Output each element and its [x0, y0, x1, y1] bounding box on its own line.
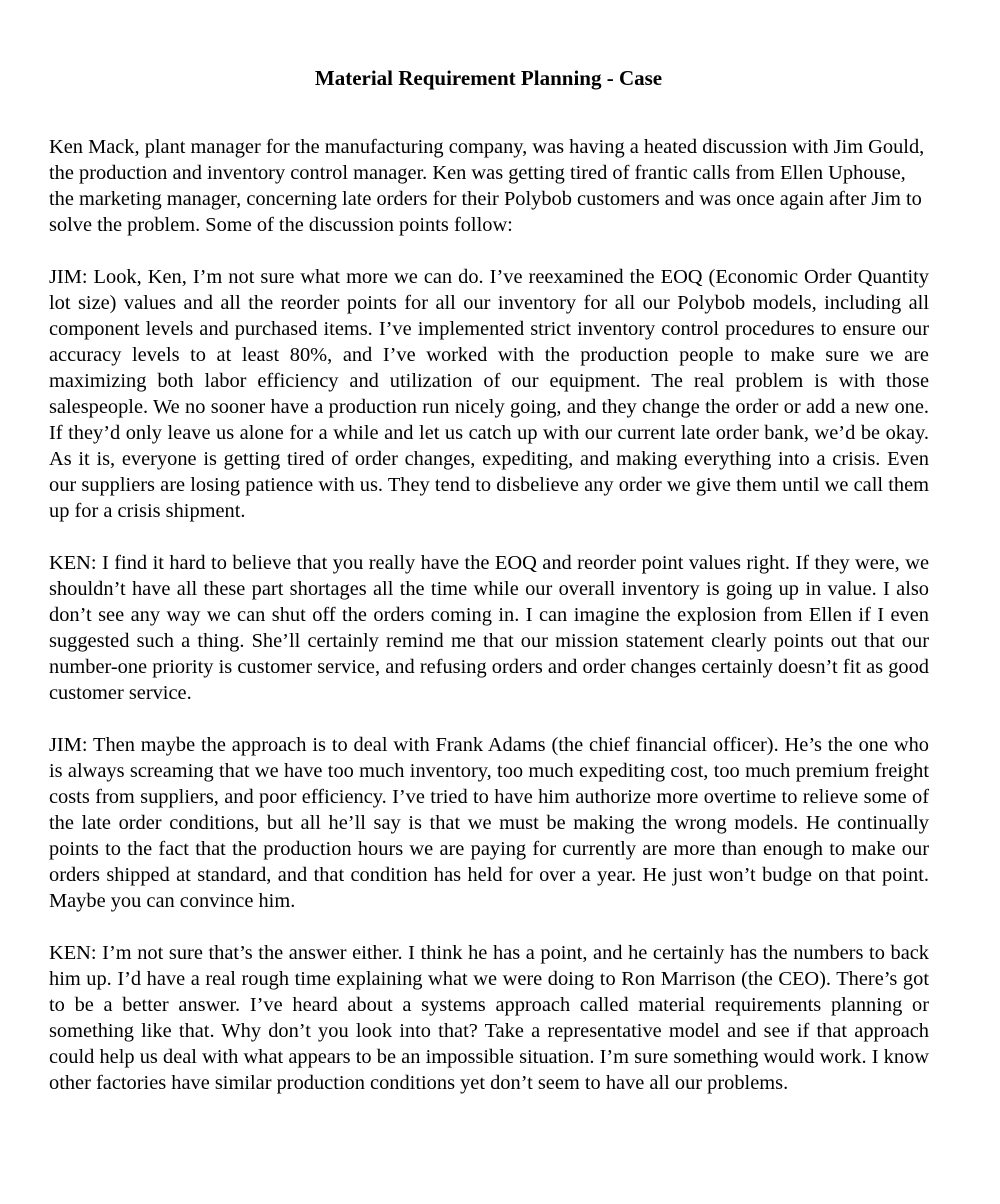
paragraph-jim-2: JIM: Then maybe the approach is to deal with Frank Adams (the chief financial officer). He’s the one who is always screaming that we have too much inventory, too much expediting cost, too much premium freight costs from suppliers, and poor efficiency. I’ve tried to have him authorize more overtime to relieve some of the late order conditions, but all he’ll say is that we must be making the wrong models. He continually points to the fact that the production hours we are paying for currently are more than enough to make our orders shipped at standard, and that condition has held for over a year. He just won’t budge on that point. Maybe you can convince him. [49, 734, 929, 912]
paragraph-intro: Ken Mack, plant manager for the manufacturing company, was having a heated discussion with Jim Gould, the production and inventory control manager. Ken was getting tired of frantic calls from Ellen Uphouse, the marketing manager, concerning late orders for their Polybob customers and was once again after Jim to solve the problem. Some of the discussion points follow: [49, 136, 925, 236]
paragraph-ken-1: KEN: I find it hard to believe that you really have the EOQ and reorder point values right. If they were, we shouldn’t have all these part shortages all the time while our overall inventory is going up in value. I also don’t see any way we can shut off the orders coming in. I can imagine the explosion from Ellen if I even suggested such a thing. She’ll certainly remind me that our mission statement clearly points out that our number-one priority is customer service, and refusing orders and order changes certainly doesn’t fit as good customer service. [49, 552, 929, 704]
paragraph-ken-2: KEN: I’m not sure that’s the answer either. I think he has a point, and he certainly has the numbers to back him up. I’d have a real rough time explaining what we were doing to Ron Marrison (the CEO). There’s got to be a better answer. I’ve heard about a systems approach called material requirements planning or something like that. Why don’t you look into that? Take a representative model and see if that approach could help us deal with what appears to be an impossible situation. I’m sure something would work. I know other factories have similar production conditions yet don’t seem to have all our problems. [49, 942, 929, 1094]
paragraph-jim-1: JIM: Look, Ken, I’m not sure what more we can do. I’ve reexamined the EOQ (Economic Order Quantity lot size) values and all the reorder points for all our inventory for all our Polybob models, including all component levels and purchased items. I’ve implemented strict inventory control procedures to ensure our accuracy levels to at least 80%, and I’ve worked with the production people to make sure we are maximizing both labor efficiency and utilization of our equipment. The real problem is with those salespeople. We no sooner have a production run nicely going, and they change the order or add a new one. If they’d only leave us alone for a while and let us catch up with our current late order bank, we’d be okay. As it is, everyone is getting tired of order changes, expediting, and making everything into a crisis. Even our suppliers are losing patience with us. They tend to disbelieve any order we give them until we call them up for a crisis shipment. [49, 266, 929, 522]
page-title: Material Requirement Planning - Case [314, 66, 663, 90]
document-body [49, 134, 929, 1122]
